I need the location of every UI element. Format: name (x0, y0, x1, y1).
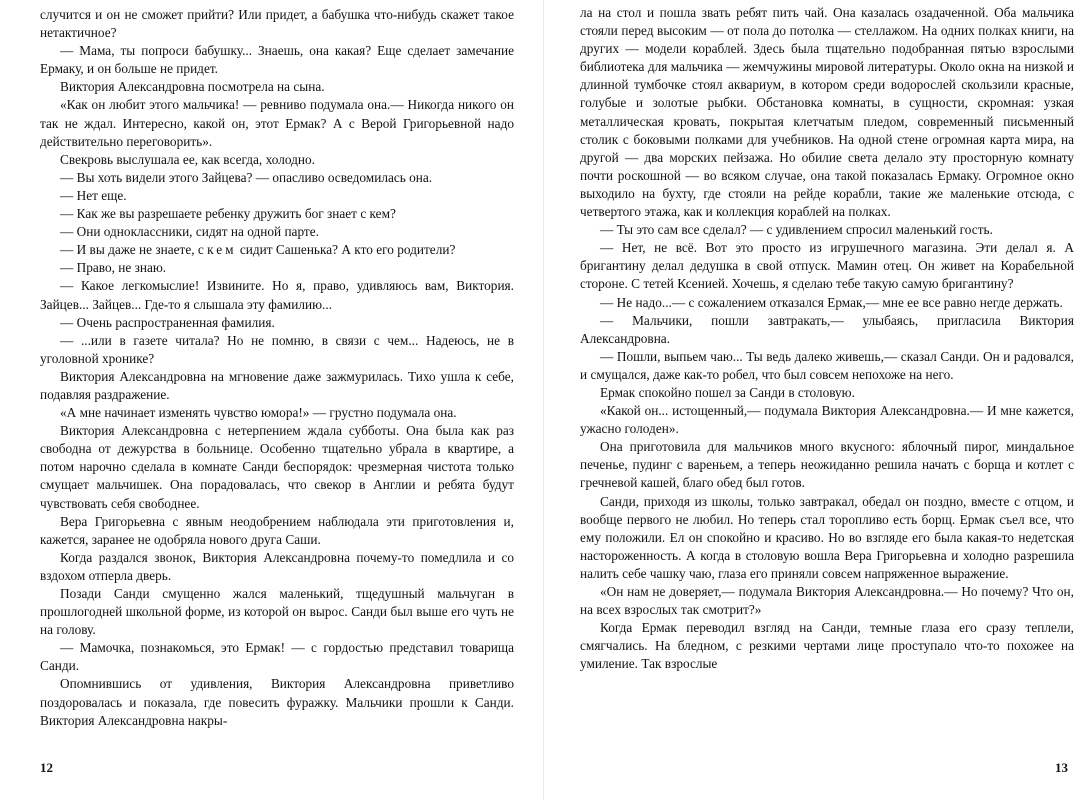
kem-after: сидит Сашенька? А кто его родители? (236, 242, 456, 258)
paragraph: — Право, не знаю. (60, 260, 167, 276)
paragraph: Позади Санди смущенно жался маленький, тщедушный мальчуган в прошлогодней школьной форме, из которой он вырос. Санди был выше его чуть не на голову. (40, 586, 514, 638)
right-page-text (580, 4, 1074, 673)
paragraph: Санди, приходя из школы, только завтракал, обедал он поздно, вместе с отцом, и вообще первого не любил. Но теперь стал торопливо есть борщ. Ермак съел все, что ему положили. Ел он спокойно и красиво. Но во взгляде его была какая-то недетская настороженность. А когда в столовую вошла Вера Григорьевна и холодно разрешила налить себе чашку чаю, глаза его приняли совсем напряженное выражение. (580, 493, 1074, 581)
paragraph: ла на стол и пошла звать ребят пить чай. Она казалась озадаченной. Оба мальчика стояли перед высоким — от пола до потолка — стеллажом. На одних полках книги, на других — модели кораблей. Здесь была тщательно подобранная пятью взрослыми библиотека для мальчика — жемчужины мировой литературы. Около окна на низкой и длинной тумбочке стоял аквариум, в котором среди водорослей скользили красные, голубые и золотые рыбки. Обстановка комнаты, в сущности, скромная: узкая металлическая кровать, покрытая клетчатым пледом, современный письменный столик с боковыми полками для учебников. На одной стене огромная карта мира, на другой — два морских пейзажа. Но обилие света делало эту просторную комнату почти роскошной — во всяком случае, она такой показалась Ермаку. Огромное окно выходило на бухту, где стояли на рейде корабли, такие же маленькие отсюда, с четвертого этажа, как и коллекция кораблей на полках. (580, 5, 1074, 220)
paragraph: — Вы хоть видели этого Зайцева? — опасливо осведомилась она. (60, 169, 433, 185)
paragraph: Ермак спокойно пошел за Санди в столовую. (600, 384, 855, 400)
paragraph: — Ты это сам все сделал? — с удивлением спросил маленький гость. (600, 222, 993, 238)
paragraph: — ...или в газете читала? Но не помню, в связи с чем... Надеюсь, не в уголовной хронике? (40, 332, 514, 366)
paragraph: — Мама, ты попроси бабушку... Знаешь, она какая? Еще сделает замечание Ермаку, и он больше не придет. (40, 43, 514, 77)
paragraph: — Пошли, выпьем чаю... Ты ведь далеко живешь,— сказал Санди. Он и радовался, и смущался, даже как-то робел, что был совсем непохоже на него. (580, 348, 1074, 382)
paragraph: «А мне начинает изменять чувство юмора!» — грустно подумала она. (60, 405, 457, 421)
paragraph: Виктория Александровна на мгновение даже зажмурилась. Тихо ушла к себе, подавляя раздражение. (40, 368, 514, 402)
paragraph: — Мамочка, познакомься, это Ермак! — с гордостью представил товарища Санди. (40, 640, 514, 674)
paragraph: Вера Григорьевна с явным неодобрением наблюдала эти приготовления и, кажется, заранее не одобряла нового друга Саши. (40, 513, 514, 547)
paragraph: — Какое легкомыслие! Извините. Но я, право, удивляюсь вам, Виктория. Зайцев... Зайцев... Где-то я слышала эту фамилию... (40, 278, 514, 312)
paragraph: «Он нам не доверяет,— подумала Виктория Александровна.— Но почему? Что он, на всех взрослых так смотрит?» (580, 584, 1074, 618)
paragraph: Виктория Александровна с нетерпением ждала субботы. Она была как раз свободна от дежурства в больнице. Особенно тщательно убрала в квартире, а потом нарочно сделала в комнате Санди беспорядок: чрезмерная чистота только смущает мальчишек. Она порадовалась, что свекор в Англии и ребята будут чувствовать себя свободнее. (40, 423, 514, 511)
left-page-text (40, 6, 514, 730)
paragraph: — Мальчики, пошли завтракать,— улыбаясь, пригласила Виктория Александровна. (580, 312, 1074, 346)
kem-before: — И вы даже не знаете, с (60, 242, 208, 258)
paragraph: Опомнившись от удивления, Виктория Александровна приветливо поздоровалась и показала, где повесить фуражку. Мальчики прошли к Санди. Виктория Александровна накры- (40, 676, 514, 728)
paragraph: — Как же вы разрешаете ребенку дружить бог знает с кем? (60, 206, 396, 222)
paragraph: — Не надо...— с сожалением отказался Ермак,— мне ее все равно негде держать. (600, 294, 1063, 310)
paragraph: Она приготовила для мальчиков много вкусного: яблочный пирог, миндальное печенье, пудинг с вареньем, а теперь неожиданно решила начать с борща и котлет с гречневой кашей, благо обед был готов. (580, 439, 1074, 491)
kem-spaced-word: кем (207, 242, 237, 258)
paragraph: — Очень распространенная фамилия. (60, 314, 275, 330)
paragraph: — Нет, не всё. Вот это просто из игрушечного магазина. Эти делал я. А бригантину делал дедушка в свой отпуск. Мамин отец. Он живет на Корабельной стороне. С тетей Ксенией. Хочешь, я сделаю тебе такую самую бригантину? (580, 240, 1074, 292)
paragraph: «Как он любит этого мальчика! — ревниво подумала она.— Никогда никого он так не ждал. Интересно, какой он, этот Ермак? А с Верой Григорьевной надо действительно переговорить». (40, 97, 514, 149)
paragraph: Когда Ермак переводил взгляд на Санди, темные глаза его сразу теплели, смягчались. На бледном, с резкими чертами лице проступало что-то похожее на умиление. Так взрослые (580, 620, 1074, 672)
right-page (544, 0, 1088, 800)
paragraph: Виктория Александровна посмотрела на сына. (60, 79, 325, 95)
paragraph: — Нет еще. (60, 187, 127, 203)
paragraph: — Они одноклассники, сидят на одной парте. (60, 224, 319, 240)
paragraph: случится и он не сможет прийти? Или придет, а бабушка что-нибудь скажет такое нетактичное? (40, 7, 514, 41)
paragraph-kem (40, 241, 514, 259)
page-number-right: 13 (1055, 760, 1068, 775)
page-number-left: 12 (40, 760, 53, 775)
paragraph: Свекровь выслушала ее, как всегда, холодно. (60, 151, 315, 167)
paragraph: Когда раздался звонок, Виктория Александровна почему-то помедлила и со вздохом отперла дверь. (40, 549, 514, 583)
paragraph: «Какой он... истощенный,— подумала Виктория Александровна.— И мне кажется, ужасно голоден». (580, 403, 1074, 437)
